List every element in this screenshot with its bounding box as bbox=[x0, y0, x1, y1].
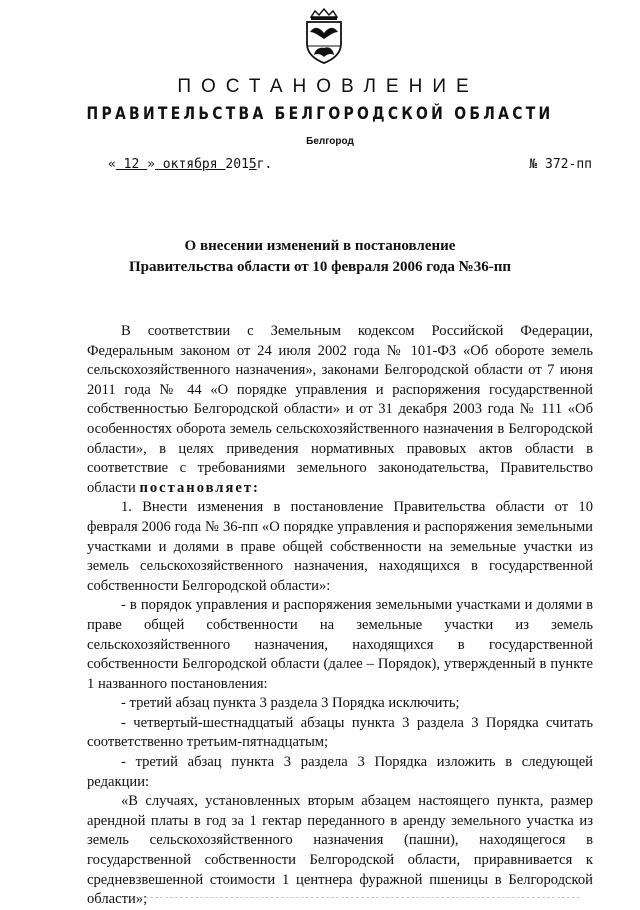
coat-of-arms-icon bbox=[302, 8, 346, 64]
page-cut-line bbox=[140, 897, 580, 898]
document-subject bbox=[0, 236, 640, 278]
subitem-paragraph: - третий абзац пункта 3 раздела 3 Порядка исключить; bbox=[121, 695, 460, 712]
document-number-value: 372-пп bbox=[545, 157, 592, 172]
document-body bbox=[87, 322, 593, 910]
quoted-paragraph: «В случаях, установленных вторым абзацем настоящего пункта, размер арендной платы в год за 1 гектар переданного в аренду земельного участка из земель сельскохозяйственного назначения (пашни), находящегося в государственной собственности Белгородской области, приравнивается к средневзвешенной стоимости 1 центнера фуражной пшеницы в Белгородской области»; bbox=[87, 793, 593, 908]
date-day: 12 bbox=[115, 157, 148, 172]
document-type-title: ПОСТАНОВЛЕНИЕ bbox=[177, 76, 479, 97]
document-number: № 372-пп bbox=[529, 157, 592, 172]
subitem-paragraph: - третий абзац пункта 3 раздела 3 Порядка изложить в следующей редакции: bbox=[87, 754, 593, 790]
preamble-paragraph: В соответствии с Земельным кодексом Российской Федерации, Федеральным законом от 24 июля 2002 года № 101-ФЗ «Об обороте земель сельскохозяйственного назначения», законами Белгородской области от 7 июня 2011 года № 44 «О порядке управления и распоряжения государственной собственностью Белгородской области» и от 31 декабря 2003 года № 111 «Об особенностях оборота земель сельскохозяйственного назначения в Белгородской области», в целях приведения нормативных правовых актов области в соответствие с требованиями земельного законодательства, Правительство области постановляет: bbox=[87, 323, 593, 496]
date-month: октября bbox=[154, 157, 226, 172]
subject-line: О внесении изменений в постановление bbox=[184, 238, 456, 254]
item-paragraph: 1. Внести изменения в постановление Правительства области от 10 февраля 2006 года № 36-пп «О порядке управления и распоряжения земельными участками и долями в праве общей собственности на земельные участки из земель сельскохозяйственного назначения, находящихся в государственной собственности Белгородской области»: bbox=[87, 499, 593, 594]
subject-line: Правительства области от 10 февраля 2006 года №36-пп bbox=[129, 259, 511, 275]
city-label: Белгород bbox=[306, 136, 354, 147]
date-year: 5 bbox=[248, 157, 257, 172]
document-date: « 12 » октября 2015г. bbox=[108, 157, 273, 172]
decree-word: постановляет: bbox=[139, 479, 260, 496]
subitem-paragraph: - четвертый-шестнадцатый абзацы пункта 3 раздела 3 Порядка считать соответственно третьим-пятнадцатым; bbox=[87, 714, 593, 751]
subitem-paragraph: - в порядок управления и распоряжения земельными участками и долями в праве общей собственности на земельные участки из земель сельскохозяйственного назначения, находящихся в государственной собственности Белгородской области (далее – Порядок), утвержденный в пункте 1 названного постановления: bbox=[87, 597, 593, 692]
issuer-title: ПРАВИТЕЛЬСТВА БЕЛГОРОДСКОЙ ОБЛАСТИ bbox=[86, 104, 554, 124]
